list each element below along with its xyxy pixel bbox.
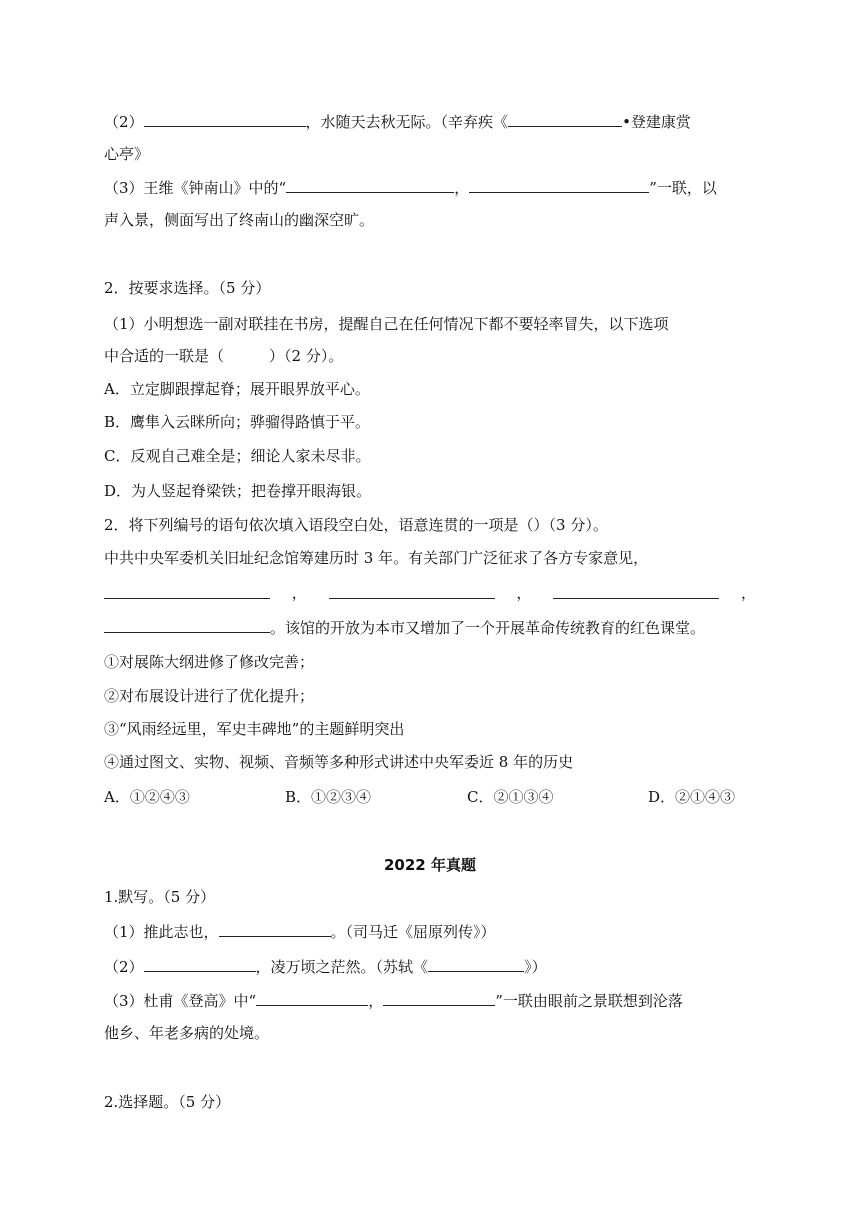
- section-heading: 2．按要求选择。（5 分）: [104, 279, 271, 297]
- answer-blank[interactable]: [329, 582, 495, 599]
- question-text: （1）小明想选一副对联挂在书房，提醒自己在任何情况下都不要轻率冒失，以下选项: [104, 315, 669, 333]
- passage-suffix: 。该馆的开放为本市又增加了一个开展革命传统教育的红色课堂。: [270, 619, 706, 637]
- answer-blank[interactable]: [383, 989, 495, 1006]
- answer-blank[interactable]: [144, 110, 306, 127]
- q2-mid-text: ，水随天去秋无际。（辛弃疾《: [305, 113, 509, 131]
- option-a: A．立定脚跟撑起脊；展开眼界放平心。: [104, 380, 370, 398]
- q2-continuation: 心亭》: [104, 145, 150, 163]
- q2-line: [104, 955, 547, 978]
- answer-a: A．①②④③: [104, 788, 190, 806]
- q2-mid-text: ，凌万顷之茫然。（苏轼《: [255, 958, 429, 976]
- q3-suffix: ”一联，以: [649, 179, 717, 197]
- answer-blank[interactable]: [104, 582, 270, 599]
- answer-blank[interactable]: [286, 176, 454, 193]
- answer-blank[interactable]: [469, 176, 649, 193]
- answer-blank[interactable]: [553, 582, 719, 599]
- comma: ，: [516, 584, 532, 602]
- passage-text: 中共中央军委机关旧址纪念馆筹建历时 3 年。有关部门广泛征求了各方专家意见，: [104, 549, 649, 567]
- q1-line: [104, 920, 496, 943]
- question-text: 中合适的一联是（ ）（2 分）。: [104, 347, 344, 365]
- item-2: ②对布展设计进行了优化提升；: [104, 687, 315, 705]
- q3-prefix: （3）王维《钟南山》中的“: [104, 179, 287, 197]
- comma: ，: [291, 584, 307, 602]
- q3-continuation: 声入景，侧面写出了终南山的幽深空旷。: [104, 211, 375, 229]
- q2-prefix: （2）: [104, 958, 144, 976]
- q2-suffix: •登建康赏: [622, 113, 691, 131]
- q2-poem-line: [104, 110, 691, 133]
- answer-b: B．①②③④: [285, 788, 372, 806]
- item-4: ④通过图文、实物、视频、音频等多种形式讲述中央军委近 8 年的历史: [104, 753, 574, 771]
- question-text: 2．将下列编号的语句依次填入语段空白处，语意连贯的一项是（）（3 分）。: [104, 516, 608, 534]
- comma: ，: [368, 992, 384, 1010]
- section-heading: 2.选择题。（5 分）: [104, 1093, 231, 1111]
- option-b: B．鹰隼入云眯所向；骅骝得路慎于平。: [104, 413, 371, 431]
- q1-prefix: （1）推此志也，: [104, 923, 219, 941]
- q1-suffix: 。（司马迁《屈原列传》）: [330, 923, 496, 941]
- answer-blank[interactable]: [144, 955, 256, 972]
- item-1: ①对展陈大纲进修了修改完善；: [104, 653, 315, 671]
- q2-suffix: 》）: [524, 958, 547, 976]
- comma: ，: [740, 584, 756, 602]
- q3-line: [104, 989, 683, 1012]
- q3-suffix: ”一联由眼前之景联想到沦落: [495, 992, 683, 1010]
- answer-d: D．②①④③: [648, 788, 736, 806]
- section-title: 2022 年真题: [384, 856, 476, 874]
- q2-prefix: （2）: [104, 113, 144, 131]
- option-d: D．为人竖起脊梁铁；把卷撑开眼海银。: [104, 482, 372, 500]
- answer-blank[interactable]: [508, 110, 622, 127]
- answer-c: C．②①③④: [467, 788, 554, 806]
- answer-blank[interactable]: [428, 955, 524, 972]
- q3-poem-line: [104, 176, 717, 199]
- q3-continuation: 他乡、年老多病的处境。: [104, 1024, 270, 1042]
- q3-prefix: （3）杜甫《登高》中“: [104, 992, 257, 1010]
- answer-blank[interactable]: [219, 920, 331, 937]
- comma: ，: [454, 179, 470, 197]
- fill-blank-row: [104, 582, 756, 603]
- answer-blank[interactable]: [104, 616, 270, 633]
- option-c: C．反观自己难全是；细论人家未尽非。: [104, 447, 371, 465]
- answer-blank[interactable]: [256, 989, 368, 1006]
- passage-text: [104, 616, 705, 639]
- item-3: ③“风雨经远里，军史丰碑地”的主题鲜明突出: [104, 720, 405, 738]
- section-heading: 1.默写。（5 分）: [104, 888, 216, 906]
